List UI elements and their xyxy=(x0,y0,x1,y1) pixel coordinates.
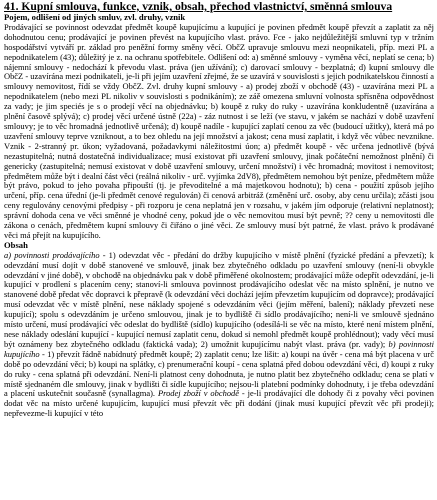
buyer-duties-text: - 1) převzít řádně nabídnutý předmět koupě; 2) zaplatit cenu; lze lišit: a) koupi na úvěr - cena má být placena v urč době po odevzdání věci; b) koupi na splátky, c) prenumerační koupí - cena splatná před dobou odevzdání věci, d) koupi z ruky do ruky - cena splatná při odevzdání. Není-li platnost ceny dohodnuta, je nutno platit bez zbytečného odkladu; cena se platí v místě sjednaném dle smlouvy, jinak v bydlišti či sídle kupujícího; nejsou-li platební podmínky dohodnuty, i je třeba odevzdání a placení uskutečnit současně (synallagma). xyxy=(4,348,434,399)
shop-sale-label: Prodej zboží v obchodě xyxy=(157,388,240,399)
paragraph-basics: Prodávající se povinnost odevzdat předmět koupě kupujícímu a kupující je povinen předmět koupě převzít a zaplatit za něj dohodnutou cenu; prodávající je povinen převést na kupujícího vlast. právo. Fce - jako nejdůležitější smluvní typ v tržním hospodářství vytváří pr. základ pro peněžní formy směny věcí. ObčZ upravuje smlouvu mezi neopnikateli, příp. mezi PL a nepodnikatelem (43); důležitý je z. na ochranu spotřebitele. Odlišení od: a) směnné smlouvy - vyměna věcí, neplatí se cena; b) nájemní smlouvy - nedochází k převodu vlast. práva (jen užívání); c) darovací smlouvy - bezplatná; d) kupní smlouvy dle ObčZ - uzavírána mezi podnikateli, je-li při jejím uzavření zřejmé, že se uzavírá v souvislosti s jejich podnikatelskou činností a smlouvy nemovitost, řídí se vždy ObčZ. Zvl. druhy kupní smlouvy - a) prodej zboží v obchodě (43) - uzavírána mezi PL a nepodnikatelem (nebo mezi PL nikoliv v souvislosti s podnikáním); ze záě omezena smluvní volnosta spřísněna odpovědnost za vady; je jim speciés je s o prodejí věcí na objednávku; b) koupě z ruky do ruky - uzavírána konkludentně (uzavírána a plnění časově splývá); c) prodej věcí určené ústně (22a) - záz nutnost i se leží (ve stavu, v jakém se nachází v době uzavření smlouvy; je to věc hromadná jednotlivě určená); d) koupě nadíle - kupující zaplatí cenou za věc (budoucí užitky), která má po uzavření smlouvy teprve vzniknout, a to bez ohledu na její množství a jakost; cena musí zaplatit, i když věc vůbec nevznikne. Vznik - 2-stranný pr. úkon; vyžadovaná, požadavkymi náležitostmi úon; a) předmět koupě - věc určena jednotlivě (bývá nezastupitelná; nutná dostatečná individualizace; musí existovat při uzavření smlouvy, jinak počáteční nemožnost plnění) či genericky (zastupitelná; nemusí existovat v době uzavření smlouvy, určení množství) i věc hromadná; movitost i nemovitost; předmětem může být i dealní část věci (reálná nikoliv - urč. vyjímka 2dV8), předmětem nemohou být peníze, předmětem může být právo, pokud to jeho povaha připouští (tj. je převoditelné a má majetkovou hodnotu); b) cena - použití způsob jejího určení, příp. cena úřední (je-li předmět cenové regulován) či cenová arbitráž (změnění urč. osoby, aby cenu určila); zčásti jsou ceny regulovány cenovými předpisy - při rozporu je cena neplatná jen v rozsahu, v jakém jím odporuje (relativní neplatnost); správní dohoda cena ve věci směnné je vhodné ceny, pokud jde o věc nemovitou musí být pevně; ?? ceny u nemovitosti dle zákona o cenách, předmětem kupní smlouvy či čiřáno o jiné věci. Ze smlouvy musí být patrné, že vlast. právo k prodávané věci má přejít na kupujícího. xyxy=(4,21,434,240)
paragraph-seller-duties xyxy=(4,251,434,419)
shop-sale-text: - je-li prodávající dle dohody či z povahy věci povinen dodat věc na místo určené kupujícím, kupující musí převzít věc při dodání (jinak musí kupující převzít věc při prodeji); nepřevezme-li kupující v této xyxy=(4,388,434,419)
seller-duties-text: - 1) odevzdat věc - předání do držby kupujícího v místě plnění (fyzické předání a převzetí); k odevzdání musí dojít v době stanovené ve smlouvě, jinak bez zbytečného odkladu po uzavření smlouvy (není-li obvykle odevzdání v jiné době), v obchodě na objednávku pak v době přiměřené okolnostem; prodávající může odepřít odevzdání, je-li kupující v prodlení s placením ceny; stanoví-li smlouva povinnost prodávajícího odeslat věc na místo splnění, je nutno ve stanovené době předat věc dopravci k přepravě (k odevzdání věci dochází jejím převzetím kupujícím od dopravce); prodávající musí odevzdat věc v místě plnění, nese náklady spojené s odevzdáním věci (jejím měření, balení); náklady převzetí nese kupující); spolu s odevzdáním je určeno smlouvou, jinak je to bydliště či sídlo prodávajícího; není-li ve smlouvě sjednáno místo určení, musí prodávající věc odeslat do bydliště (sídlo) kupujícího (odesílá-li se věc na místo, které není místem plnění, nese náklady odeslání kupující - kupující nemusí zaplatit cenu, dokud si nemohl předmět koupě prohlédnout); vady věcí musí být oznámeny bez zbytečného odkladu (faktická vada); 2) umožnit kupujícímu nabýt vlast. práva (pr. vady); xyxy=(4,249,434,349)
page-title: 41. Kupní smlouva, funkce, vznik, obsah, přechod vlastnictví, směnná smlouva xyxy=(4,0,393,13)
section-heading-content: Obsah xyxy=(4,239,28,250)
seller-duties-label: a) povinnosti prodávajícího xyxy=(4,249,100,260)
buyer-duties-label: b) povinnosti kupujícího xyxy=(4,338,434,359)
section-heading-basics: Pojem, odlišení od jiných smluv, zvl. druhy, vznik xyxy=(4,12,186,22)
